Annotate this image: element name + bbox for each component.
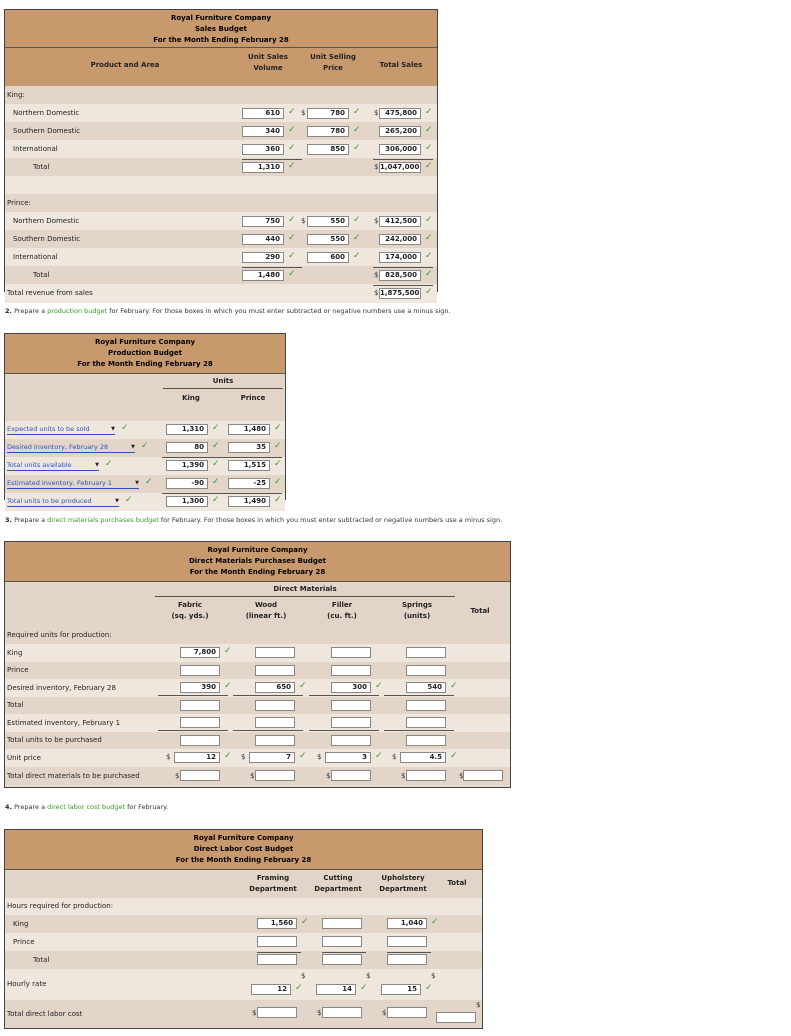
total-revenue-label: Total revenue from sales (7, 289, 93, 297)
labor-rate-row (5, 969, 482, 1000)
dollar-sign: $ (374, 289, 379, 297)
col-unit-sales-volume: Unit Sales Volume (248, 53, 288, 72)
row-label: Total direct materials to be purchased (7, 772, 140, 780)
row-label-dropdown[interactable]: Total units available ▼ (7, 461, 99, 469)
check-icon: ✓ (212, 441, 220, 451)
dollar-sign: $ (252, 1009, 257, 1017)
production-row (5, 421, 285, 439)
sales-budget-table (4, 9, 438, 297)
sales-budget-header (5, 10, 437, 48)
row-label: Desired inventory, February 28 (7, 684, 116, 692)
check-icon: ✓ (125, 495, 133, 505)
prince-units-input[interactable]: 1,515 (228, 460, 270, 471)
row-label: Northern Domestic (13, 217, 80, 225)
check-icon: ✓ (288, 233, 296, 243)
row-label: Southern Domestic (13, 235, 81, 243)
desired-inventory-input[interactable]: 300 (331, 682, 371, 693)
materials-cost-input[interactable] (255, 770, 295, 781)
check-icon: ✓ (274, 423, 282, 433)
check-icon: ✓ (425, 983, 433, 993)
check-icon: ✓ (450, 681, 458, 691)
underline (162, 457, 282, 458)
king-total-volume[interactable]: 1,310 (242, 162, 284, 173)
dollar-sign: $ (366, 972, 371, 980)
check-icon: ✓ (212, 459, 220, 469)
prince-units-input[interactable]: 1,480 (228, 424, 270, 435)
check-icon: ✓ (425, 125, 433, 135)
sales-column-headers (5, 48, 437, 87)
instruction-2: 2. Prepare a production budget for February. For those boxes in which you must enter subtracted or negative numbers use a minus sign. (5, 307, 451, 315)
row-label: Prince (7, 666, 29, 674)
labor-hours-input[interactable] (322, 918, 362, 929)
col-springs: Springs (units) (401, 601, 433, 620)
row-label: International (13, 145, 58, 153)
dollar-sign: $ (431, 972, 436, 980)
row-label: Hours required for production: (7, 902, 114, 910)
underline (322, 952, 366, 953)
sales-king-heading (5, 86, 437, 104)
production-company: Royal Furniture Company (94, 338, 196, 346)
check-icon: ✓ (360, 983, 368, 993)
labor-hours-input[interactable]: 1,040 (387, 918, 427, 929)
dollar-sign: $ (374, 109, 379, 117)
row-label: Southern Domestic (13, 127, 81, 135)
production-row (5, 457, 285, 475)
col-labor-total: Total (447, 879, 467, 887)
unit-price-input[interactable]: 3 (325, 752, 371, 763)
unit-price-input[interactable]: 550 (307, 234, 349, 245)
check-icon: ✓ (224, 646, 232, 656)
materials-grand-total-input[interactable] (463, 770, 503, 781)
prince-total-volume[interactable]: 1,480 (242, 270, 284, 281)
unit-price-input[interactable]: 600 (307, 252, 349, 263)
labor-hours-input[interactable]: 1,560 (257, 918, 297, 929)
check-icon: ✓ (212, 477, 220, 487)
check-icon: ✓ (299, 681, 307, 691)
unit-price-input[interactable]: 780 (307, 126, 349, 137)
table-row (5, 230, 437, 248)
labor-hours-input[interactable] (322, 936, 362, 947)
dollar-sign: $ (374, 271, 379, 279)
check-icon: ✓ (353, 233, 361, 243)
check-icon: ✓ (450, 751, 458, 761)
materials-input[interactable] (406, 717, 446, 728)
check-icon: ✓ (431, 917, 439, 927)
prince-units-input[interactable]: 35 (228, 442, 270, 453)
check-icon: ✓ (353, 251, 361, 261)
labor-hours-input[interactable] (387, 954, 427, 965)
check-icon: ✓ (288, 107, 296, 117)
underline (242, 159, 302, 160)
check-icon: ✓ (353, 125, 361, 135)
check-icon: ✓ (212, 495, 220, 505)
production-row (5, 439, 285, 457)
materials-total-cost-row (5, 767, 510, 785)
materials-input[interactable] (331, 647, 371, 658)
check-icon: ✓ (353, 107, 361, 117)
materials-input[interactable]: 7,800 (180, 647, 220, 658)
materials-input[interactable] (255, 717, 295, 728)
dollar-sign: $ (476, 1001, 481, 1009)
unit-price-input[interactable]: 780 (307, 108, 349, 119)
table-row (5, 212, 437, 230)
materials-input[interactable] (331, 700, 371, 711)
instruction-4: 4. Prepare a direct labor cost budget for February. (5, 803, 169, 811)
materials-company: Royal Furniture Company (207, 546, 308, 554)
check-icon: ✓ (425, 269, 433, 279)
dollar-sign: $ (317, 753, 322, 761)
underline (233, 730, 303, 731)
production-budget-header (5, 334, 285, 374)
underline (384, 730, 454, 731)
total-sales-input[interactable]: 306,000 (379, 144, 421, 155)
check-icon: ✓ (105, 459, 113, 469)
row-label: Total (7, 701, 24, 709)
desired-inventory-input[interactable]: 650 (255, 682, 295, 693)
materials-total-row (5, 697, 510, 714)
materials-input[interactable] (331, 717, 371, 728)
underline (373, 159, 433, 160)
table-row (5, 122, 437, 140)
required-units-heading (5, 627, 510, 644)
instruction-3: 3. Prepare a direct materials purchases budget for February. For those boxes in which you must enter subtracted or negative numbers use a minus sign. (5, 516, 503, 524)
total-revenue-input[interactable]: 1,875,500 (380, 289, 420, 297)
check-icon: ✓ (299, 751, 307, 761)
check-icon: ✓ (141, 441, 149, 451)
labor-column-headers (5, 870, 482, 899)
materials-input[interactable] (180, 665, 220, 676)
materials-input[interactable] (331, 665, 371, 676)
row-label: Unit price (7, 754, 41, 762)
col-prince: Prince (240, 394, 266, 402)
labor-prince-row (5, 933, 482, 951)
underline (158, 695, 228, 696)
materials-king-row (5, 644, 510, 662)
check-icon: ✓ (288, 125, 296, 135)
check-icon: ✓ (224, 751, 232, 761)
col-king: King (182, 394, 200, 402)
labor-budget-title: Direct Labor Cost Budget (193, 845, 294, 853)
col-fabric: Fabric (sq. yds.) (171, 601, 209, 620)
labor-hours-input[interactable] (387, 936, 427, 947)
dollar-sign: $ (374, 163, 379, 171)
materials-input[interactable] (406, 665, 446, 676)
hourly-rate-input[interactable]: 14 (316, 984, 356, 995)
check-icon: ✓ (288, 143, 296, 153)
underline (162, 493, 282, 494)
check-icon: ✓ (425, 143, 433, 153)
materials-input[interactable] (331, 735, 371, 746)
king-label: King: (7, 91, 25, 99)
dollar-sign: $ (382, 1009, 387, 1017)
underline (309, 730, 379, 731)
king-units-input[interactable]: 1,300 (166, 496, 208, 507)
row-label-dropdown[interactable]: Expected units to be sold ▼ (7, 425, 115, 433)
check-icon: ✓ (145, 477, 153, 487)
labor-cost-input[interactable] (322, 1007, 362, 1018)
labor-hours-input[interactable] (322, 954, 362, 965)
col-total-sales: Total Sales (379, 61, 423, 69)
labor-hours-input[interactable] (257, 954, 297, 965)
materials-input[interactable] (255, 665, 295, 676)
production-row (5, 475, 285, 493)
labor-hours-input[interactable] (257, 936, 297, 947)
underline (373, 267, 433, 268)
dollar-sign: $ (401, 772, 406, 780)
col-units: Units (212, 377, 234, 385)
materials-cost-input[interactable] (406, 770, 446, 781)
check-icon: ✓ (288, 161, 296, 171)
dollar-sign: $ (301, 972, 306, 980)
col-product-area: Product and Area (90, 61, 160, 69)
materials-purchased-row (5, 732, 510, 749)
row-label: Total (33, 271, 50, 279)
col-total: Total (470, 607, 490, 615)
col-wood: Wood (linear ft.) (245, 601, 287, 620)
dollar-sign: $ (241, 753, 246, 761)
materials-cost-input[interactable] (180, 770, 220, 781)
prince-units-input[interactable]: -25 (228, 478, 270, 489)
check-icon: ✓ (375, 681, 383, 691)
row-label: Total direct labor cost (7, 1010, 83, 1018)
direct-materials-table (4, 541, 511, 788)
sales-company: Royal Furniture Company (170, 14, 272, 22)
production-budget-table (4, 333, 286, 505)
materials-budget-title: Direct Materials Purchases Budget (188, 557, 327, 565)
dollar-sign: $ (301, 217, 306, 225)
materials-estimated-row (5, 714, 510, 732)
materials-input[interactable] (180, 717, 220, 728)
production-row (5, 493, 285, 511)
sales-king-total (5, 158, 437, 176)
production-budget-link[interactable]: production budget (47, 307, 108, 315)
row-label: Total units to be purchased (7, 736, 102, 744)
row-label: Hourly rate (7, 980, 47, 988)
spacer-row (5, 176, 437, 194)
hourly-rate-input[interactable]: 15 (381, 984, 421, 995)
table-row (5, 248, 437, 266)
dollar-sign: $ (301, 109, 306, 117)
col-upholstery: Upholstery Department (379, 874, 427, 893)
row-label: Total (33, 163, 50, 171)
underline (373, 285, 433, 286)
desired-inventory-input[interactable]: 390 (180, 682, 220, 693)
materials-input[interactable] (180, 700, 220, 711)
sales-budget-title: Sales Budget (195, 25, 247, 33)
check-icon: ✓ (425, 215, 433, 225)
check-icon: ✓ (353, 215, 361, 225)
table-row (5, 104, 437, 122)
row-label-dropdown[interactable]: Total units to be produced ▼ (7, 497, 119, 505)
desired-inventory-input[interactable]: 540 (406, 682, 446, 693)
col-unit-selling-price: Unit Selling Price (310, 53, 356, 72)
labor-total-row (5, 951, 482, 969)
dollar-sign: $ (326, 772, 331, 780)
dollar-sign: $ (392, 753, 397, 761)
hours-required-heading (5, 898, 482, 915)
row-label: International (13, 253, 58, 261)
dollar-sign: $ (459, 772, 464, 780)
row-label-dropdown[interactable]: Estimated inventory, February 1 ▼ (7, 479, 139, 487)
production-column-headers (5, 374, 285, 422)
direct-labor-table (4, 829, 483, 1029)
check-icon: ✓ (288, 251, 296, 261)
labor-cost-input[interactable] (387, 1007, 427, 1018)
row-label: Estimated inventory, February 1 (7, 719, 121, 727)
production-budget-title: Production Budget (108, 349, 182, 357)
direct-materials-link[interactable]: direct materials purchases budget (47, 516, 159, 524)
row-label: King (13, 920, 29, 928)
unit-sales-input[interactable]: 290 (242, 252, 284, 263)
materials-period: For the Month Ending February 28 (189, 568, 326, 576)
labor-king-row (5, 915, 482, 933)
check-icon: ✓ (288, 215, 296, 225)
check-icon: ✓ (425, 107, 433, 117)
materials-input[interactable] (406, 700, 446, 711)
total-sales-input[interactable]: 412,500 (379, 216, 421, 227)
check-icon: ✓ (121, 423, 129, 433)
king-units-input[interactable]: 1,390 (166, 460, 208, 471)
unit-sales-input[interactable]: 610 (242, 108, 284, 119)
unit-price-input[interactable]: 12 (174, 752, 220, 763)
materials-input[interactable] (180, 735, 220, 746)
unit-sales-input[interactable]: 750 (242, 216, 284, 227)
materials-header (5, 542, 510, 582)
underline (309, 695, 379, 696)
check-icon: ✓ (353, 143, 361, 153)
check-icon: ✓ (274, 477, 282, 487)
total-sales-input[interactable]: 475,800 (379, 108, 421, 119)
underline (158, 730, 228, 731)
underline (242, 267, 302, 268)
dollar-sign: $ (317, 1009, 322, 1017)
materials-prince-row (5, 662, 510, 679)
labor-header (5, 830, 482, 870)
king-total-sales[interactable]: 1,047,000 (380, 163, 420, 171)
col-cutting: Cutting Department (314, 874, 362, 893)
total-sales-input[interactable]: 265,200 (379, 126, 421, 137)
labor-period: For the Month Ending February 28 (175, 856, 312, 864)
check-icon: ✓ (425, 161, 433, 171)
check-icon: ✓ (274, 441, 282, 451)
sales-revenue-row (5, 284, 437, 303)
unit-sales-input[interactable]: 340 (242, 126, 284, 137)
check-icon: ✓ (425, 287, 433, 297)
dollar-sign: $ (175, 772, 180, 780)
sales-prince-heading (5, 194, 437, 212)
materials-cost-input[interactable] (331, 770, 371, 781)
sales-prince-total (5, 266, 437, 284)
prince-units-input[interactable]: 1,490 (228, 496, 270, 507)
col-filler: Filler (cu. ft.) (327, 601, 357, 620)
total-sales-input[interactable]: 174,000 (379, 252, 421, 263)
check-icon: ✓ (274, 459, 282, 469)
check-icon: ✓ (425, 251, 433, 261)
check-icon: ✓ (425, 233, 433, 243)
labor-grand-total-input[interactable] (436, 1012, 476, 1023)
king-units-input[interactable]: 80 (166, 442, 208, 453)
check-icon: ✓ (295, 983, 303, 993)
check-icon: ✓ (375, 751, 383, 761)
dollar-sign: $ (166, 753, 171, 761)
underline (384, 695, 454, 696)
check-icon: ✓ (274, 495, 282, 505)
materials-input[interactable] (255, 700, 295, 711)
check-icon: ✓ (212, 423, 220, 433)
labor-company: Royal Furniture Company (193, 834, 294, 842)
labor-cost-row (5, 1000, 482, 1028)
dollar-sign: $ (250, 772, 255, 780)
col-framing: Framing Department (249, 874, 297, 893)
row-label: Required units for production: (7, 631, 112, 639)
king-units-input[interactable]: 1,310 (166, 424, 208, 435)
prince-label: Prince: (7, 199, 31, 207)
prince-total-sales[interactable]: 828,500 (379, 270, 421, 281)
row-label: King (7, 649, 23, 657)
row-label: Northern Domestic (13, 109, 80, 117)
hourly-rate-input[interactable]: 12 (251, 984, 291, 995)
unit-price-input[interactable]: 7 (249, 752, 295, 763)
underline (257, 952, 301, 953)
underline (233, 695, 303, 696)
unit-price-input[interactable]: 4.5 (400, 752, 446, 763)
total-sales-input[interactable]: 242,000 (379, 234, 421, 245)
materials-column-headers (5, 582, 510, 628)
materials-input[interactable] (406, 735, 446, 746)
dollar-sign: $ (374, 217, 379, 225)
check-icon: ✓ (288, 269, 296, 279)
materials-desired-row (5, 679, 510, 697)
check-icon: ✓ (301, 917, 309, 927)
table-row (5, 140, 437, 158)
unit-price-input[interactable]: 850 (307, 144, 349, 155)
row-label: Total (33, 956, 50, 964)
materials-input[interactable] (255, 735, 295, 746)
row-label: Prince (13, 938, 35, 946)
materials-input[interactable] (406, 647, 446, 658)
sales-period: For the Month Ending February 28 (153, 36, 289, 44)
materials-unit-price-row (5, 749, 510, 767)
materials-input[interactable] (255, 647, 295, 658)
unit-price-input[interactable]: 550 (307, 216, 349, 227)
king-units-input[interactable]: -90 (166, 478, 208, 489)
unit-sales-input[interactable]: 440 (242, 234, 284, 245)
underline (387, 952, 431, 953)
unit-sales-input[interactable]: 360 (242, 144, 284, 155)
row-label-dropdown[interactable]: Desired inventory, February 28 ▼ (7, 443, 135, 451)
direct-labor-link[interactable]: direct labor cost budget (47, 803, 126, 811)
col-direct-materials: Direct Materials (273, 585, 337, 593)
labor-cost-input[interactable] (257, 1007, 297, 1018)
check-icon: ✓ (224, 681, 232, 691)
production-period: For the Month Ending February 28 (77, 360, 213, 368)
